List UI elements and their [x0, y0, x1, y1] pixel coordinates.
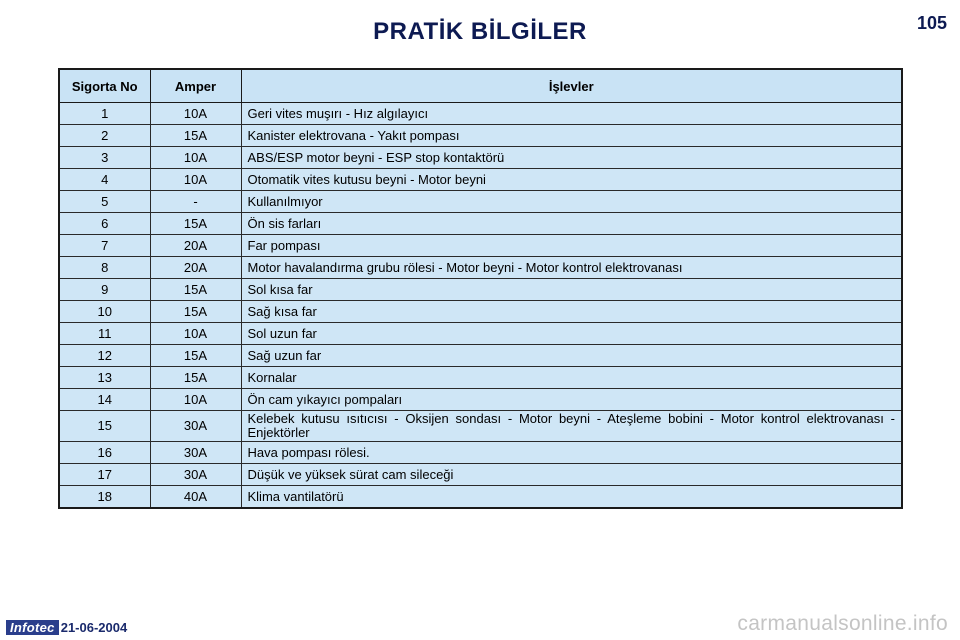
function-cell: Motor havalandırma grubu rölesi - Motor beyni - Motor kontrol elektrovanası — [241, 257, 902, 279]
table-header-row — [59, 69, 902, 103]
infotec-logo: Infotec — [6, 620, 59, 635]
function-cell: Geri vites muşırı - Hız algılayıcı — [241, 103, 902, 125]
amper-cell: 10A — [150, 323, 241, 345]
table-row — [59, 213, 902, 235]
page-title: PRATİK BİLGİLER — [373, 18, 587, 45]
amper-cell: 10A — [150, 147, 241, 169]
fuse-number-cell: 3 — [59, 147, 150, 169]
table-body — [59, 103, 902, 509]
table-row — [59, 411, 902, 442]
function-cell: ABS/ESP motor beyni - ESP stop kontaktörü — [241, 147, 902, 169]
amper-cell: 30A — [150, 411, 241, 442]
table-row — [59, 442, 902, 464]
fuse-number-cell: 8 — [59, 257, 150, 279]
function-cell: Ön cam yıkayıcı pompaları — [241, 389, 902, 411]
fuse-number-cell: 11 — [59, 323, 150, 345]
watermark: carmanualsonline.info — [737, 612, 948, 635]
amper-cell: 15A — [150, 367, 241, 389]
amper-cell: 15A — [150, 345, 241, 367]
fuse-number-cell: 15 — [59, 411, 150, 442]
column-header-functions: İşlevler — [241, 69, 902, 103]
table-row — [59, 169, 902, 191]
amper-cell: 30A — [150, 442, 241, 464]
amper-cell: 20A — [150, 257, 241, 279]
table-row — [59, 486, 902, 509]
amper-cell: 15A — [150, 125, 241, 147]
amper-cell: - — [150, 191, 241, 213]
function-cell: Ön sis farları — [241, 213, 902, 235]
table-row — [59, 125, 902, 147]
function-cell: Sağ uzun far — [241, 345, 902, 367]
amper-cell: 10A — [150, 103, 241, 125]
amper-cell: 30A — [150, 464, 241, 486]
table-row — [59, 279, 902, 301]
footer-date: 21-06-2004 — [60, 619, 128, 635]
fuse-number-cell: 7 — [59, 235, 150, 257]
amper-cell: 15A — [150, 213, 241, 235]
fuse-number-cell: 1 — [59, 103, 150, 125]
table-row — [59, 323, 902, 345]
fuse-number-cell: 5 — [59, 191, 150, 213]
fuse-number-cell: 16 — [59, 442, 150, 464]
fuse-number-cell: 14 — [59, 389, 150, 411]
page-number: 105 — [916, 13, 947, 33]
column-header-fuse-no: Sigorta No — [59, 69, 150, 103]
function-cell: Klima vantilatörü — [241, 486, 902, 509]
fuse-number-cell: 12 — [59, 345, 150, 367]
table-row — [59, 103, 902, 125]
table-row — [59, 345, 902, 367]
function-cell: Hava pompası rölesi. — [241, 442, 902, 464]
fuse-number-cell: 18 — [59, 486, 150, 509]
function-cell: Kornalar — [241, 367, 902, 389]
table-row — [59, 257, 902, 279]
fuse-number-cell: 2 — [59, 125, 150, 147]
function-cell: Sol uzun far — [241, 323, 902, 345]
function-cell: Far pompası — [241, 235, 902, 257]
amper-cell: 15A — [150, 301, 241, 323]
column-header-amper: Amper — [150, 69, 241, 103]
fuse-number-cell: 9 — [59, 279, 150, 301]
table-row — [59, 367, 902, 389]
function-cell: Kullanılmıyor — [241, 191, 902, 213]
fuse-number-cell: 13 — [59, 367, 150, 389]
table-row — [59, 235, 902, 257]
fuse-number-cell: 4 — [59, 169, 150, 191]
table-row — [59, 147, 902, 169]
fuse-number-cell: 17 — [59, 464, 150, 486]
amper-cell: 15A — [150, 279, 241, 301]
function-cell: Sağ kısa far — [241, 301, 902, 323]
function-cell: Otomatik vites kutusu beyni - Motor beyni — [241, 169, 902, 191]
table-row — [59, 191, 902, 213]
function-cell: Kelebek kutusu ısıtıcısı - Oksijen sondası - Motor beyni - Ateşleme bobini - Motor kontrol elektrovanası - Enjektörler — [241, 411, 902, 442]
table-row — [59, 301, 902, 323]
amper-cell: 20A — [150, 235, 241, 257]
amper-cell: 10A — [150, 169, 241, 191]
function-cell: Düşük ve yüksek sürat cam sileceği — [241, 464, 902, 486]
fuse-number-cell: 10 — [59, 301, 150, 323]
fuse-table — [58, 68, 903, 509]
function-cell: Sol kısa far — [241, 279, 902, 301]
function-cell: Kanister elektrovana - Yakıt pompası — [241, 125, 902, 147]
footer — [6, 619, 127, 635]
amper-cell: 10A — [150, 389, 241, 411]
table-row — [59, 464, 902, 486]
table-row — [59, 389, 902, 411]
amper-cell: 40A — [150, 486, 241, 509]
fuse-number-cell: 6 — [59, 213, 150, 235]
